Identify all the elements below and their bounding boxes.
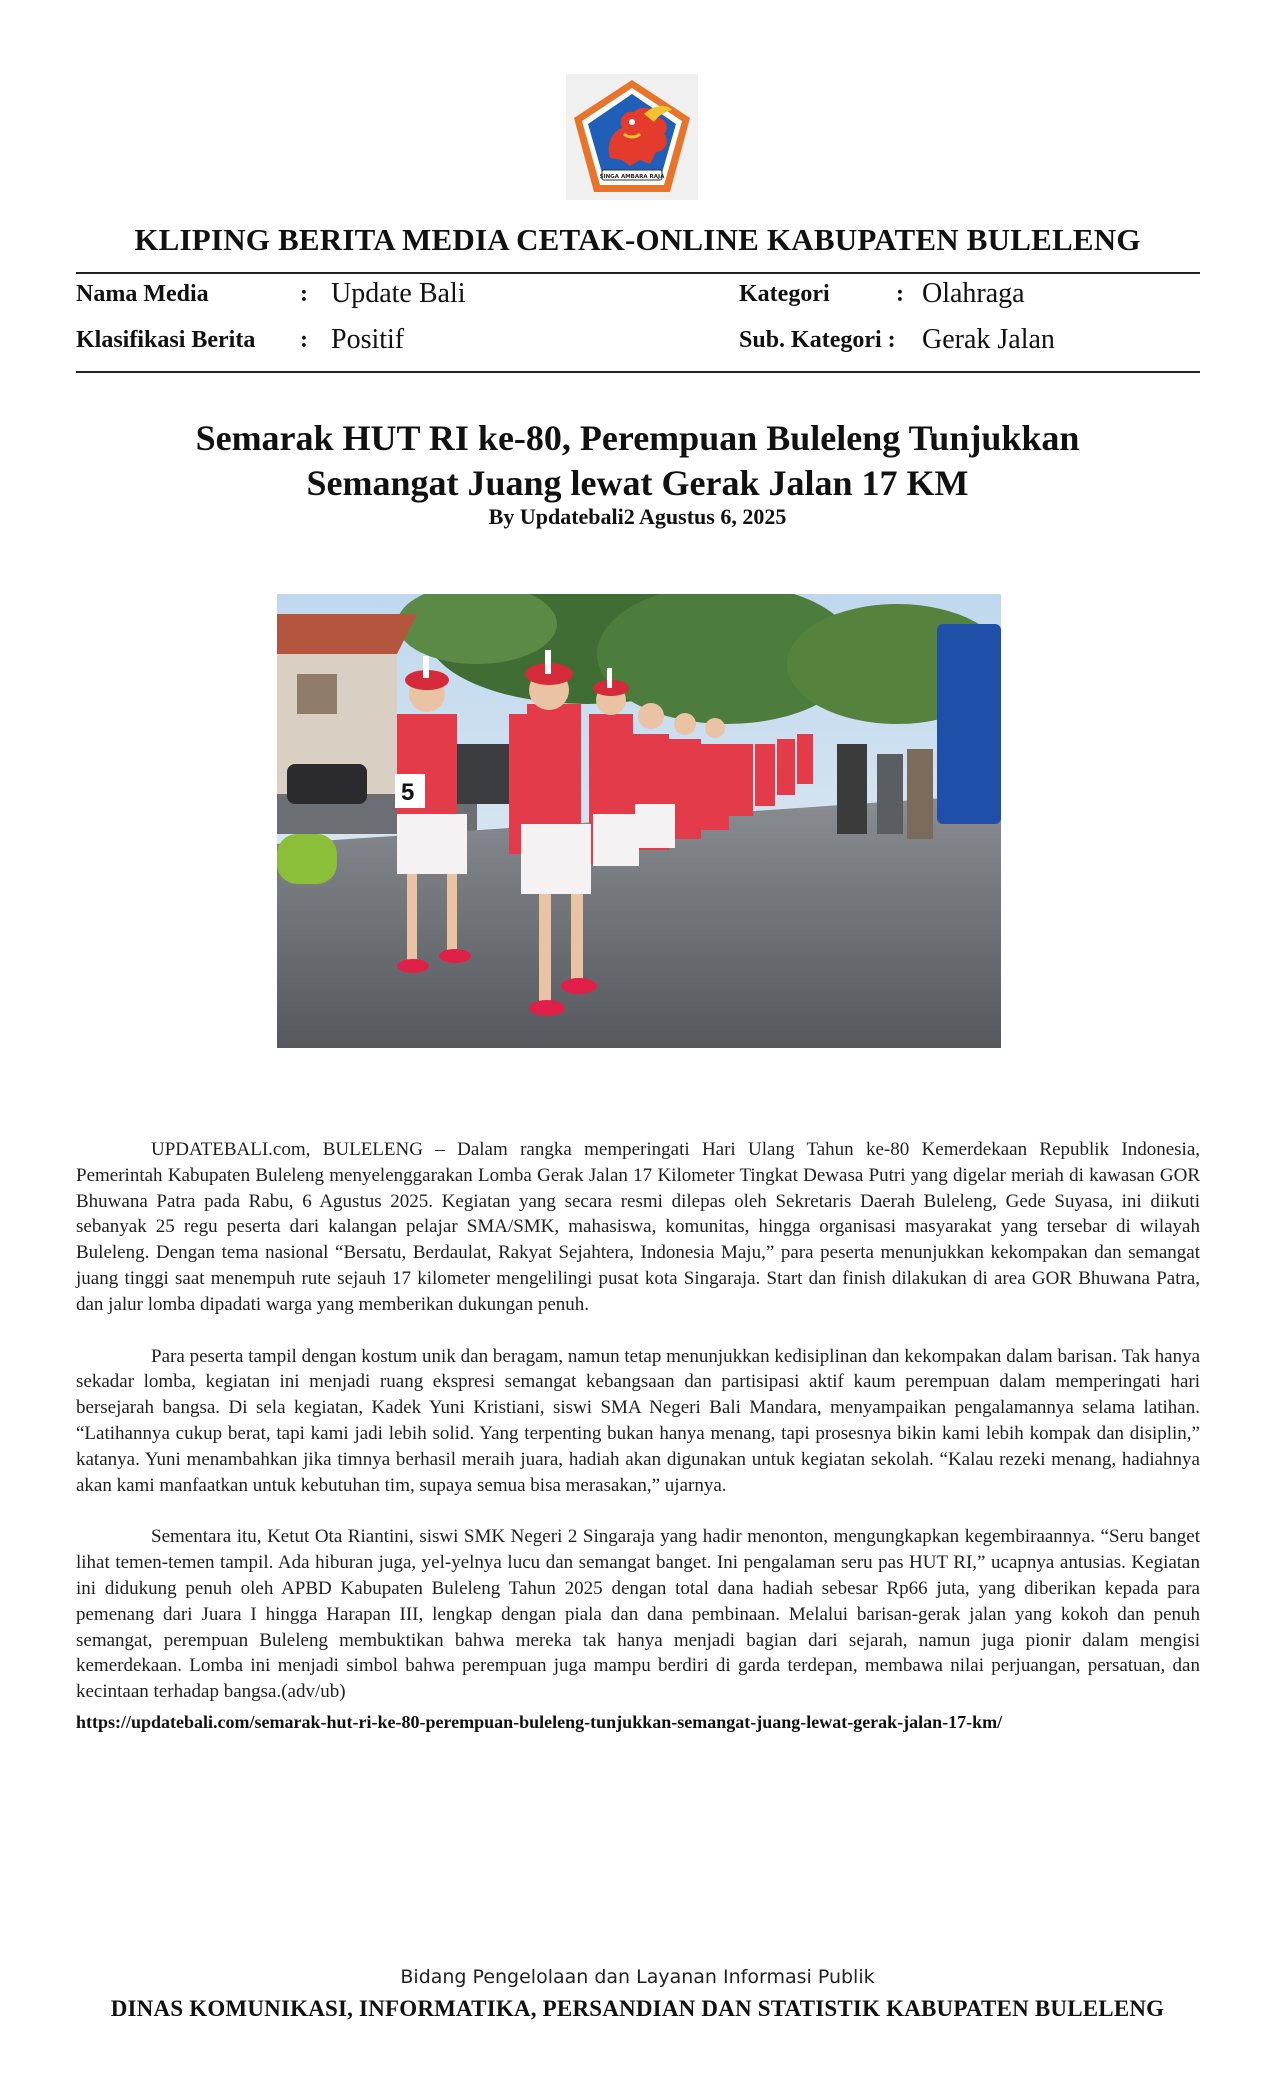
article-paragraph-3: Sementara itu, Ketut Ota Riantini, siswi SMK Negeri 2 Singaraja yang hadir menonton, mengungkapkan kegembiraannya. “Seru banget lihat temen-temen tampil. Ada hiburan juga, yel-yelnya lucu dan semangat banget. Ini pengalaman seru pas HUT RI,” ucapnya antusias. Kegiatan ini didukung penuh oleh APBD Kabupaten Buleleng Tahun 2025 dengan total dana hadiah sebesar Rp66 juta, yang diberikan kepada para pemenang dari Juara I hingga Harapan III, lengkap dengan piala dan dana pembinaan. Melalui barisan-gerak jalan yang kokoh dan penuh semangat, perempuan Buleleng membuktikan bahwa mereka tak hanya menjadi bagian dari sejarah, namun juga pionir dalam mengisi kemerdekaan. Lomba ini menjadi simbol bahwa perempuan juga mampu berdiri di garda terdepan, membawa nilai perjuangan, persatuan, dan kecintaan terhadap bangsa.(adv/ub) xyxy=(76,1526,1200,1703)
klasifikasi-value: Positif xyxy=(331,324,405,355)
meta-subkategori-value xyxy=(922,324,1055,356)
article-paragraph-2: Para peserta tampil dengan kostum unik dan beragam, namun tetap menunjukkan kedisiplinan dan kekompakan dalam barisan. Tak hanya sekadar lomba, kegiatan ini menjadi ruang ekspresi semangat kebangsaan dan partisipasi aktif kaum perempuan dalam memperingati hari bersejarah bangsa. Di sela kegiatan, Kadek Yuni Kristiani, siswi SMA Negeri Bali Mandara, menyampaikan pengalamannya selama latihan. “Latihannya cukup berat, tapi kami jadi lebih solid. Yang terpenting bukan hanya menang, tapi prosesnya bikin kami lebih kompak dan disiplin,” katanya. Yuni menambahkan jika timnya berhasil meraih juara, hadiah akan digunakan untuk kegiatan sekolah. “Kalau rezeki menang, hadiahnya akan kami manfaatkan untuk kebutuhan tim, supaya semua bisa merasakan,” ujarnya. xyxy=(76,1345,1200,1496)
kategori-value: Olahraga xyxy=(922,278,1025,309)
article-byline: By Updatebali2 Agustus 6, 2025 xyxy=(488,504,787,529)
article-title-line-1: Semarak HUT RI ke-80, Perempuan Buleleng Tunjukkan xyxy=(195,418,1080,458)
subkategori-value: Gerak Jalan xyxy=(922,324,1055,355)
meta-media-value xyxy=(331,278,466,310)
article-photo-marching-parade xyxy=(277,594,1001,1048)
header-top-rule xyxy=(76,272,1200,274)
header-bottom-rule xyxy=(76,371,1200,373)
article-paragraph-1: UPDATEBALI.com, BULELENG – Dalam rangka memperingati Hari Ulang Tahun ke-80 Kemerdekaan Republik Indonesia, Pemerintah Kabupaten Buleleng menyelenggarakan Lomba Gerak Jalan 17 Kilometer Tingkat Dewasa Putri yang digelar meriah di kawasan GOR Bhuwana Patra pada Rabu, 6 Agustus 2025. Kegiatan yang secara resmi dilepas oleh Sekretaris Daerah Buleleng, Gede Suyasa, ini diikuti sebanyak 25 regu peserta dari kalangan pelajar SMA/SMK, mahasiswa, komunitas, hingga organisasi masyarakat yang tersebar di wilayah Buleleng. Dengan tema nasional “Bersatu, Berdaulat, Rakyat Sejahtera, Indonesia Maju,” para peserta menunjukkan kekompakan dan semangat juang tinggi saat menempuh rute sejauh 17 kilometer mengelilingi pusat kota Singaraja. Start dan finish dilakukan di area GOR Bhuwana Patra, dan jalur lomba dipadati warga yang memberikan dukungan penuh. xyxy=(76,1139,1200,1315)
meta-klasifikasi-colon xyxy=(300,327,308,354)
meta-media-colon xyxy=(300,281,308,308)
colon: : xyxy=(300,281,308,307)
media-label: Nama Media xyxy=(76,281,209,307)
meta-media-label xyxy=(76,281,209,308)
article-title xyxy=(80,416,1195,506)
footer-department: Bidang Pengelolaan dan Layanan Informasi Publik xyxy=(400,1966,875,1988)
meta-kategori-colon xyxy=(896,281,904,308)
colon: : xyxy=(300,327,308,353)
article-title-line-2: Semangat Juang lewat Gerak Jalan 17 KM xyxy=(306,463,969,503)
header-title: KLIPING BERITA MEDIA CETAK-ONLINE KABUPATEN BULELENG xyxy=(134,222,1141,257)
emblem-motto: SINGA AMBARA RAJA xyxy=(599,174,665,180)
buleleng-emblem-logo xyxy=(566,74,698,200)
subkategori-label: Sub. Kategori : xyxy=(739,327,896,353)
klasifikasi-label: Klasifikasi Berita xyxy=(76,327,256,353)
kategori-label: Kategori xyxy=(739,281,830,307)
footer-agency: DINAS KOMUNIKASI, INFORMATIKA, PERSANDIAN DAN STATISTIK KABUPATEN BULELENG xyxy=(110,1996,1165,2021)
article-source-link[interactable]: https://updatebali.com/semarak-hut-ri-ke-80-perempuan-buleleng-tunjukkan-semangat-juang-lewat-gerak-jalan-17-km/ xyxy=(76,1712,1003,1732)
meta-subkategori-label xyxy=(739,327,896,354)
meta-klasifikasi-value xyxy=(331,324,404,356)
article-body xyxy=(76,1137,1200,1731)
media-value: Update Bali xyxy=(331,278,466,309)
photo-bib-number: 5 xyxy=(401,779,415,806)
meta-kategori-value xyxy=(922,278,1025,310)
meta-kategori-label xyxy=(739,281,830,308)
colon: : xyxy=(896,281,904,307)
meta-klasifikasi-label xyxy=(76,327,255,354)
